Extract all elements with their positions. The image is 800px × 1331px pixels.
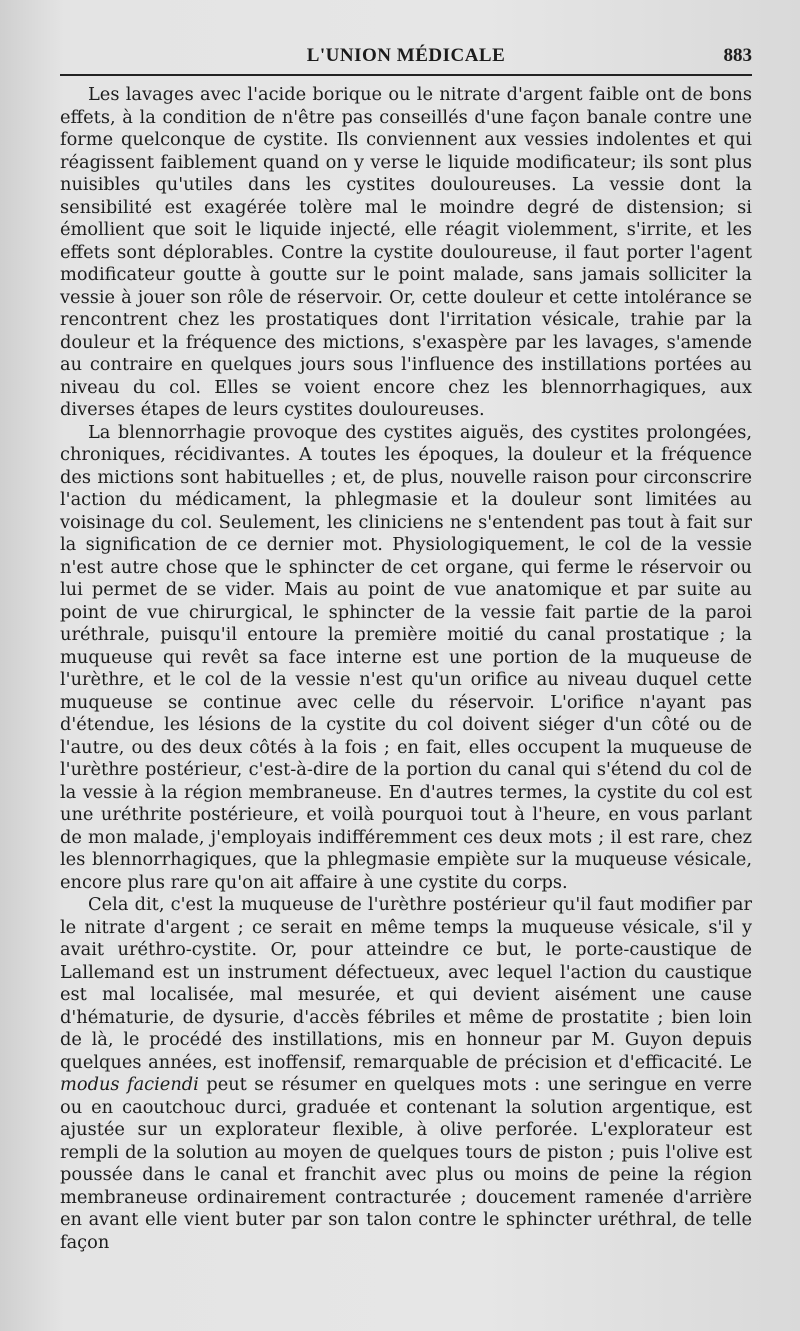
paragraph-instillations-part2: peut se résumer en quelques mots : une seringue en verre ou en caoutchouc durci, graduée et contenant la solution argentique, est ajustée sur un explorateur flexible, à olive perforée. L'explorateur est rempli de la solution au moyen de quelques tours de piston ; puis l'olive est poussée dans le canal et franchit avec plus ou moins de peine la région membraneuse ordinairement contracturée ; doucement ramenée d'arrière en avant elle vient buter par son talon contre le sphincter uréthral, de telle façon bbox=[60, 1074, 752, 1253]
body-text bbox=[60, 84, 752, 1254]
paragraph-lavages: Les lavages avec l'acide borique ou le nitrate d'argent faible ont de bons effets, à la condition de n'être pas conseillés d'une façon banale contre une forme quelconque de cystite. Ils conviennent aux vessies indolentes et qui réagissent faiblement quand on y verse le liquide modificateur; ils sont plus nuisibles qu'utiles dans les cystites douloureuses. La vessie dont la sensibilité est exagérée tolère mal le moindre degré de distension; si émollient que soit le liquide injecté, elle réagit violemment, s'irrite, et les effets sont déplorables. Contre la cystite douloureuse, il faut porter l'agent modificateur goutte à goutte sur le point malade, sans jamais solliciter la vessie à jouer son rôle de réservoir. Or, cette douleur et cette intolérance se rencontrent chez les prostatiques dont l'irritation vésicale, trahie par la douleur et la fréquence des mictions, s'exaspère par les lavages, s'amende au contraire en quelques jours sous l'influence des instillations portées au niveau du col. Elles se voient encore chez les blennorrhagiques, aux diverses étapes de leurs cystites douloureuses. bbox=[60, 84, 752, 420]
paragraph-instillations-part1: Cela dit, c'est la muqueuse de l'urèthre postérieur qu'il faut modifier par le nitrate d'argent ; ce serait en même temps la muqueuse vésicale, s'il y avait uréthro-cystite. Or, pour atteindre ce but, le porte-caustique de Lallemand est un instrument défectueux, avec lequel l'action du caustique est mal localisée, mal mesurée, et qui devient aisément une cause d'hématurie, de dysurie, d'accès fébriles et même de prostatite ; bien loin de là, le procédé des instillations, mis en honneur par M. Guyon depuis quelques années, est inoffensif, remarquable de précision et d'efficacité. Le bbox=[60, 894, 752, 1073]
running-head bbox=[60, 40, 752, 76]
paragraph-instillations bbox=[60, 894, 752, 1254]
modus-faciendi-emphasis: modus faciendi bbox=[60, 1074, 199, 1095]
paragraph-blennorrhagie: La blennorrhagie provoque des cystites aiguës, des cystites prolongées, chroniques, récidivantes. A toutes les époques, la douleur et la fréquence des mictions sont habituelles ; et, de plus, nouvelle raison pour circonscrire l'action du médicament, la phlegmasie et la douleur sont limitées au voisinage du col. Seulement, les cliniciens ne s'entendent pas tout à fait sur la signification de ce dernier mot. Physiologiquement, le col de la vessie n'est autre chose que le sphincter de cet organe, qui ferme le réservoir ou lui permet de se vider. Mais au point de vue anatomique et par suite au point de vue chirurgical, le sphincter de la vessie fait partie de la paroi uréthrale, puisqu'il entoure la première moitié du canal prostatique ; la muqueuse qui revêt sa face interne est une portion de la muqueuse de l'urèthre, et le col de la vessie n'est qu'un orifice au niveau duquel cette muqueuse se continue avec celle du réservoir. L'orifice n'ayant pas d'étendue, les lésions de la cystite du col doivent siéger d'un côté ou de l'autre, ou des deux côtés à la fois ; en fait, elles occupent la muqueuse de l'urèthre postérieur, c'est-à-dire de la portion du canal qui s'étend du col de la vessie à la région membraneuse. En d'autres termes, la cystite du col est une uréthrite postérieure, et voilà pourquoi tout à l'heure, en vous parlant de mon malade, j'employais indifféremment ces deux mots ; il est rare, chez les blennorrhagiques, que la phlegmasie empiète sur la muqueuse vésicale, encore plus rare qu'on ait affaire à une cystite du corps. bbox=[60, 421, 752, 893]
page-number: 883 bbox=[723, 45, 752, 66]
journal-title: L'UNION MÉDICALE bbox=[306, 45, 506, 66]
